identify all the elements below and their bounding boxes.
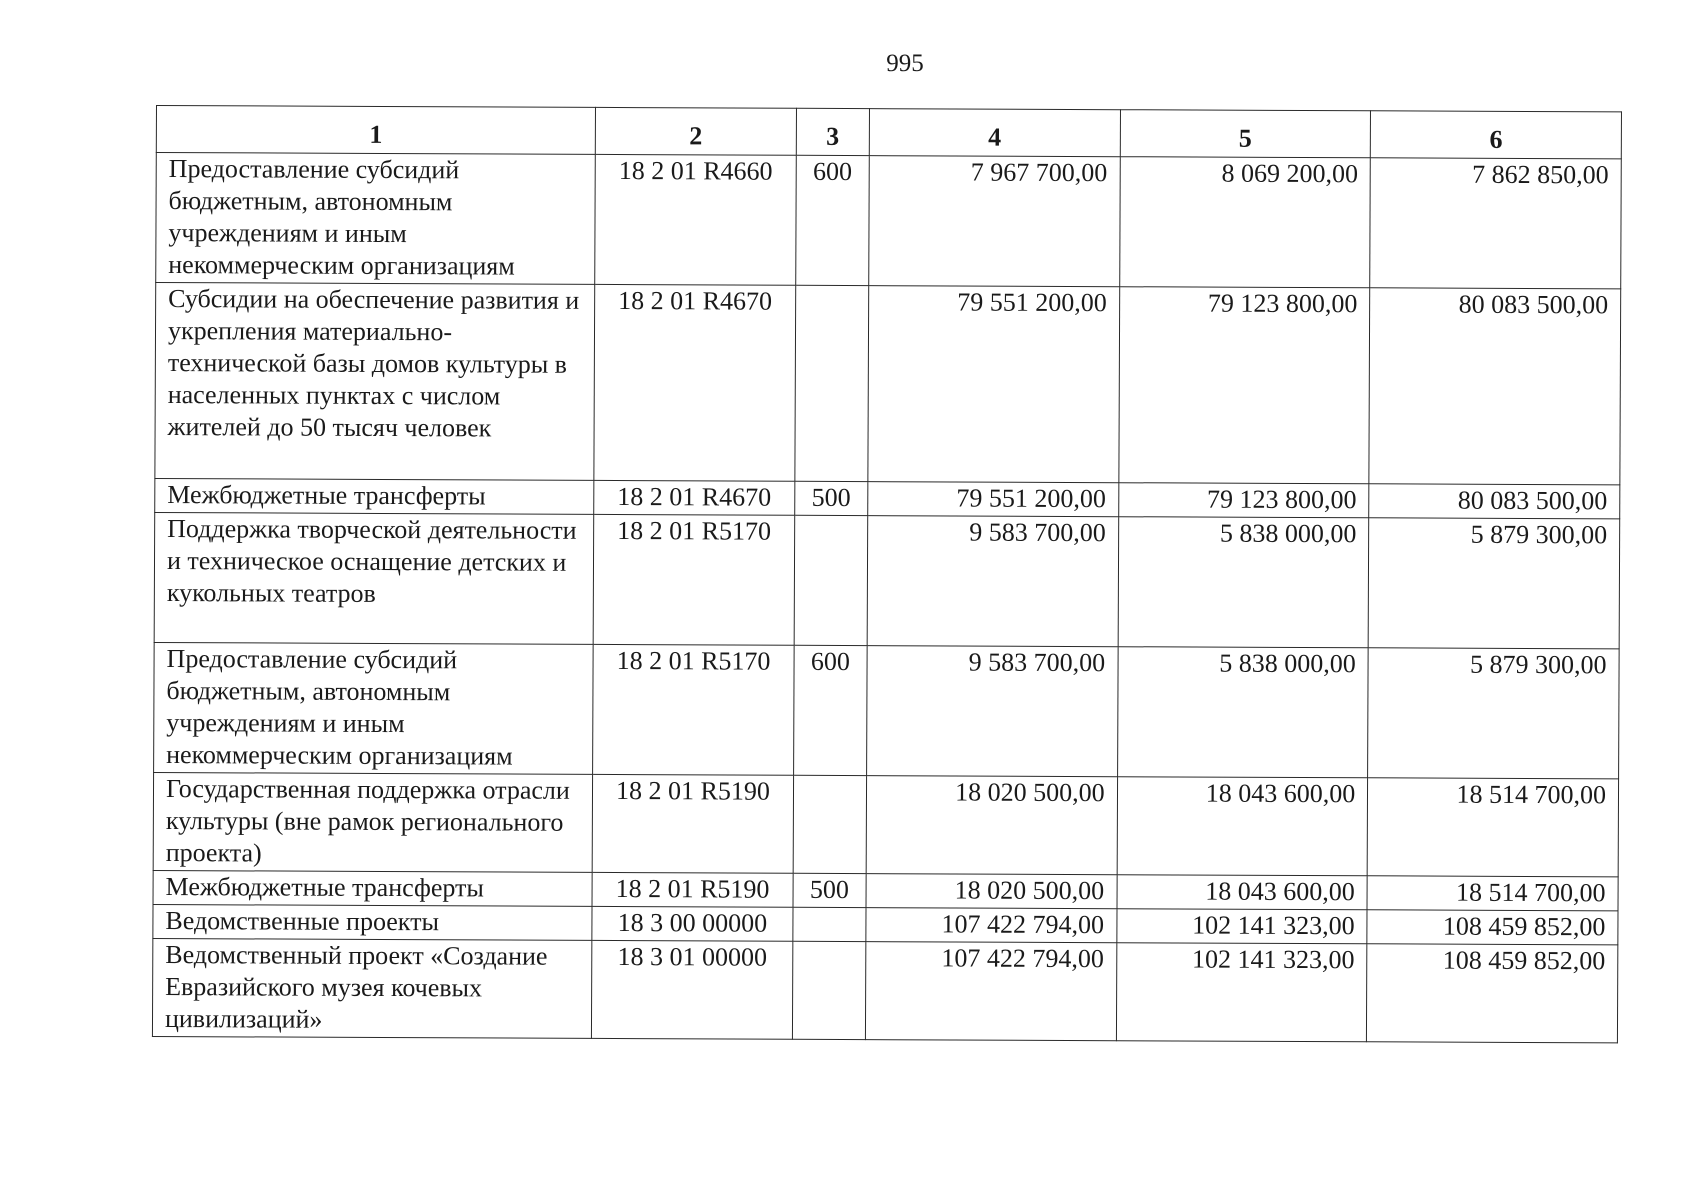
row-value-4-cell: 18 020 500,00 xyxy=(866,776,1117,875)
row-name-cell: Субсидии на обеспечение развития и укрепления материально-технической базы домов культуры в населенных пунктах с числом жителей до 50 тысяч человек xyxy=(155,283,595,481)
row-value-4-cell: 79 551 200,00 xyxy=(868,286,1120,483)
row-name-cell: Ведомственные проекты xyxy=(153,904,592,940)
column-header: 3 xyxy=(796,108,869,155)
row-value-4-cell: 9 583 700,00 xyxy=(867,516,1118,647)
row-code-cell: 18 3 00 00000 xyxy=(592,906,793,941)
row-type-cell xyxy=(793,775,867,873)
row-value-6-cell: 108 459 852,00 xyxy=(1367,944,1618,1043)
row-value-5-cell: 79 123 800,00 xyxy=(1118,483,1369,518)
table-row xyxy=(156,153,1622,289)
row-value-6-cell: 7 862 850,00 xyxy=(1370,158,1621,289)
table-row xyxy=(152,938,1617,1042)
page-number: 995 xyxy=(886,50,924,77)
table-row xyxy=(153,772,1618,876)
row-value-5-cell: 79 123 800,00 xyxy=(1118,287,1370,484)
row-value-5-cell: 5 838 000,00 xyxy=(1117,647,1368,778)
row-code-cell: 18 2 01 R4660 xyxy=(595,154,796,285)
row-name-cell: Государственная поддержка отрасли культуры (вне рамок регионального проекта) xyxy=(153,772,593,872)
row-type-cell xyxy=(793,907,866,941)
table-row xyxy=(154,512,1620,648)
row-value-5-cell: 8 069 200,00 xyxy=(1119,157,1370,288)
budget-table xyxy=(152,105,1622,1043)
column-header: 6 xyxy=(1371,111,1622,159)
row-code-cell: 18 3 01 00000 xyxy=(592,940,793,1039)
row-code-cell: 18 2 01 R5190 xyxy=(592,872,793,907)
row-value-5-cell: 18 043 600,00 xyxy=(1117,875,1368,910)
row-code-cell: 18 2 01 R5190 xyxy=(592,774,793,873)
row-value-6-cell: 108 459 852,00 xyxy=(1367,910,1618,945)
row-name-cell: Ведомственный проект «Создание Евразийского музея кочевых цивилизаций» xyxy=(152,938,592,1038)
table-header-row xyxy=(156,106,1621,159)
row-value-4-cell: 7 967 700,00 xyxy=(869,156,1120,287)
row-type-cell: 600 xyxy=(795,155,869,285)
row-type-cell xyxy=(795,285,869,481)
row-value-6-cell: 5 879 300,00 xyxy=(1368,518,1619,649)
row-value-5-cell: 102 141 323,00 xyxy=(1116,943,1367,1042)
column-header: 2 xyxy=(595,107,796,155)
row-value-4-cell: 9 583 700,00 xyxy=(867,646,1118,777)
row-code-cell: 18 2 01 R5170 xyxy=(593,644,794,775)
row-type-cell xyxy=(794,515,868,645)
row-value-6-cell: 18 514 700,00 xyxy=(1367,778,1618,877)
row-value-5-cell: 5 838 000,00 xyxy=(1118,517,1369,648)
row-code-cell: 18 2 01 R4670 xyxy=(594,480,795,515)
row-value-4-cell: 18 020 500,00 xyxy=(866,874,1117,909)
row-name-cell: Предоставление субсидий бюджетным, автономным учреждениям и иным некоммерческим организациям xyxy=(154,642,594,774)
row-name-cell: Предоставление субсидий бюджетным, автономным учреждениям и иным некоммерческим организациям xyxy=(156,153,596,285)
row-type-cell: 500 xyxy=(794,481,867,515)
row-value-4-cell: 79 551 200,00 xyxy=(868,482,1119,517)
column-header: 5 xyxy=(1120,110,1371,158)
row-name-cell: Межбюджетные трансферты xyxy=(153,870,592,906)
row-name-cell: Межбюджетные трансферты xyxy=(155,478,594,514)
row-value-4-cell: 107 422 794,00 xyxy=(866,908,1117,943)
row-type-cell: 600 xyxy=(793,645,867,775)
table-row xyxy=(154,642,1620,778)
row-code-cell: 18 2 01 R4670 xyxy=(594,284,795,481)
table-row xyxy=(155,283,1621,485)
column-header: 1 xyxy=(156,106,595,155)
row-value-5-cell: 102 141 323,00 xyxy=(1116,909,1367,944)
row-value-6-cell: 5 879 300,00 xyxy=(1368,648,1619,779)
row-value-5-cell: 18 043 600,00 xyxy=(1117,777,1368,876)
column-header: 4 xyxy=(869,109,1120,157)
row-value-6-cell: 80 083 500,00 xyxy=(1369,484,1620,519)
row-name-cell: Поддержка творческой деятельности и техническое оснащение детских и кукольных театров xyxy=(154,512,594,644)
row-value-6-cell: 80 083 500,00 xyxy=(1369,288,1621,485)
row-value-6-cell: 18 514 700,00 xyxy=(1367,876,1618,911)
row-value-4-cell: 107 422 794,00 xyxy=(865,942,1116,1041)
row-code-cell: 18 2 01 R5170 xyxy=(593,514,794,645)
row-type-cell: 500 xyxy=(793,873,866,907)
row-type-cell xyxy=(792,941,866,1039)
